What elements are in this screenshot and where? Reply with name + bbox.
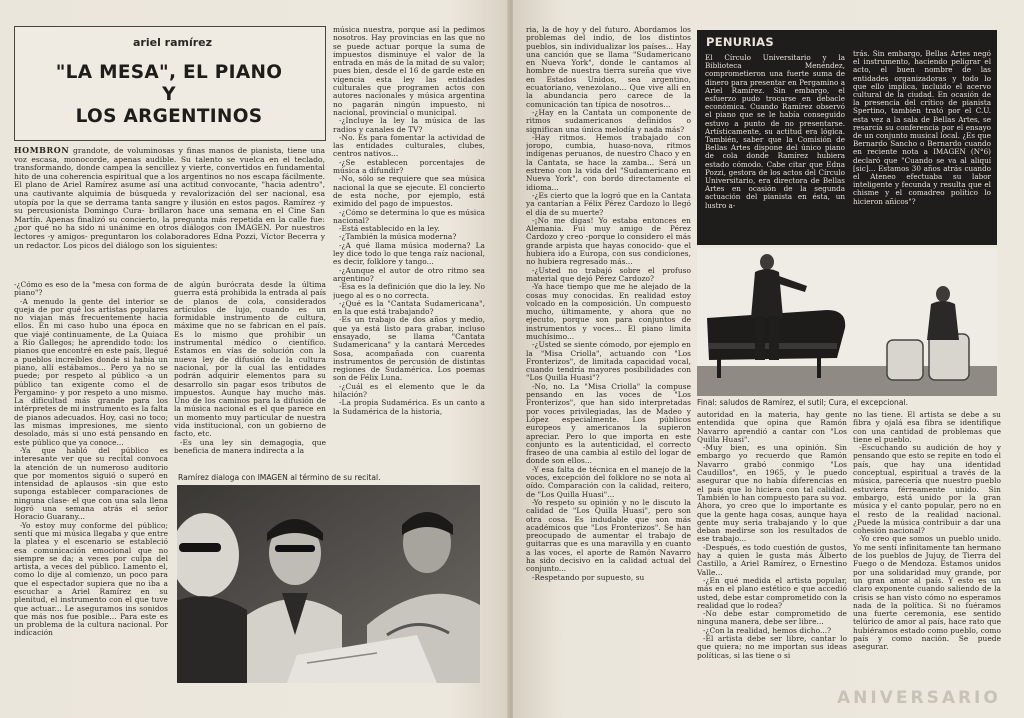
column-c-para: -¿Qué es la "Cantata Sudamericana", en la que está trabajando? <box>333 298 485 317</box>
column-d <box>526 26 691 688</box>
column-d-para: -Ya hace tiempo que me he alejado de la cosas muy conocidas. En realidad estoy volcado en la composición. Un compuesto mucho, últimamente, y ahora que no ejecuto, porque son para conjuntos de instrumentos y voces... El piano limita muchísimo... <box>526 282 691 341</box>
column-c-para: -Esa es la definición que dio la ley. No juego al es o no correcta. <box>333 282 485 300</box>
column-d-para: -¡No me digas! Yo estaba entonces en Alemania. Fui muy amigo de Pérez Cardozo y creo -porque lo considero el más grande arpista que hayas conocido- que el hubiera ido a Europa, con sus condiciones, no hubiera regresado más... <box>526 215 691 267</box>
penurias-box <box>697 30 997 245</box>
column-d-para: -Y esa falta de técnica en el manejo de la voces, excepción del folklore no se nota al oído. Comparación con la calidad, reitero, de "Los Quilla Huasi"... <box>526 464 691 499</box>
column-e-para: -El artista debe ser libre, cantar lo que quiera; no me importan sus ideas políticas, si las tiene o si <box>697 634 847 660</box>
column-f-para: -Escuchando su audición de hoy y pensando que esto se repite en todo el país, que hay una identidad conceptual, espiritual a través de la música, parecería que nuestro pueblo estuviera férreamente unido. Sin embargo, está unido por la gran música y el canto popular, pero no en el resto de la realidad nacional. ¿Puede la música contribuir a dar una cohesión nacional? <box>853 443 1001 536</box>
lead-paragraph <box>14 146 325 250</box>
column-c-para: -¿A qué llama música moderna? La ley dice todo lo que tenga raíz nacional, es decir, folklore y tango... <box>333 240 485 267</box>
column-e-para: autoridad en la materia, hay gente entendida que opina que Ramón Navarro aprendió a cantar con "Los Quilla Huasi". <box>697 411 847 444</box>
column-f <box>853 411 1001 691</box>
column-e-para: -Después, es todo cuestión de gustos, hay a quien le gusta más Alberto Castillo, a Ariel Ramírez, o Ernestino Valle... <box>697 542 847 577</box>
column-e-para: -No debe estar comprometido de ninguna manera, debe ser libre... <box>697 609 847 627</box>
column-d-para: -No, no. La "Misa Criolla" la compuse pensando en las voces de "Los Fronterizos", que han sido interpretadas por voces privilegiadas, las de Madeo y López especialmente. Los públicos europeos y americanos la supieron apreciar. Pero lo que importa en este conjunto es la autenticidad, el correcto fraseo de una cambia al estilo del logar de donde son ellos... <box>526 381 691 466</box>
column-e <box>697 411 847 691</box>
headline <box>33 62 305 128</box>
column-d-para: -¿Es cierto que la logró que en la Cantata ya cantarían a Félix Pérez Cardozo lo llegó el día de su muerte? <box>526 190 691 217</box>
left-page <box>0 0 509 718</box>
column-c-para: -¿También la música moderna? <box>339 232 457 242</box>
stage-photo <box>697 248 997 396</box>
column-b <box>174 281 326 467</box>
column-c <box>333 26 485 468</box>
photo-left-caption: Ramírez dialoga con IMAGEN al término de su recital. <box>178 473 381 482</box>
column-c-para: -¿Se establecen porcentajes de música a difundir? <box>333 157 485 176</box>
watermark-text: ANIVERSARIO <box>837 688 1001 708</box>
column-a-para: -A menudo la gente del interior se queja de por qué los artistas populares no viajan más frecuentemente hacia ellos. En mi caso hubo una época en que viajé continuamente, de La Quiaca a Río Gallegos; he aprendido todo: los pianos que encontré en este país, llegué a pueblos increíbles donde si había un piano, allí estábamos... Pero ya no se puede; por respeto al público -a un público tan exigente como el de Pergamino- y por respeto a uno mismo. La dificultad más grande para los intérpretes de mi instrumento es la falta de pianos adecuados. Hoy, casi no toco; las mismas impresiones, me siento desolado, más si uno está pensando en este público que ya conoce... <box>14 296 168 447</box>
column-c-para: -¿Aunque el autor de otro ritmo sea argentino? <box>333 265 485 283</box>
column-d-para: -¿Usted no trabajó sobre el profuso material que dejó Pérez Cardozo? <box>526 265 691 283</box>
column-d-para: -Respetando por supuesto, su <box>532 572 645 582</box>
lead-first-word: HOMBRON <box>14 145 70 155</box>
column-b-para: de algún burócrata desde la última guerra está prohibida la entrada al país de planos de cola, considerados artículos de lujo, cuando es un formidable instrumento de cultura, máxime que no se fabrican en el país. Es lo mismo que prohibir un instrumental médico o científico. Estamos en vías de solución con la nueva ley de difusión de la cultura nacional, por la cual las entidades podrán adquirir elementos para su desarrollo sin pagar esos tributos de impuestos. Aunque hay mucho más. Uno de los caminos para la difusión de la música nacional es el que parece en un momento muy particular de nuestra vida institucional, con un gobierno de facto, etc. <box>174 281 326 439</box>
column-a <box>14 281 168 691</box>
penurias-column-2: trás. Sin embargo, Bellas Artes negó el instrumento, haciendo peligrar el acto, el buen nombre de las entidades organizadoras y todo lo que ello implica, incluido el acervo cultural de la ciudad. En ocasión de la presencia del crítico de pianista Spertino, también trató por el C.U. esta vez a la sala de Bellas Artes, se resarcía su conferencia por el ensayo de un conjunto musical local. ¿Es que Bernardo Sancho o Bernardo cuando en reciente nota a IMAGEN (N°6) declaró que "Cuando se va al aliquí [sic]... Estamos 30 años atrás cuando el Ateneo efectuaba su labor inteligente y fecunda y resulta que el chisme y el comadreo político lo hicieron añicos"? <box>853 50 991 206</box>
title-box <box>14 26 326 141</box>
interview-photo <box>177 485 480 683</box>
penurias-column-1: El Círculo Universitario y la Biblioteca Menéndez, comprometieron una fuerte suma de dinero para presentar en Pergamino a Ariel Ramírez. Sin embargo, el esfuerzo pudo trocarse en debacle económica. Cuando Ramírez observó el piano que se le había conseguido estuvo a punto de no presentarse. Artísticamente, su actitud era lógica. También, saber que la Comisión de Bellas Artes dispone del único piano de cola donde Ramírez hubiera estado cómodo. Cabe citar que Edna Pozzi, gestora de los actos del Círculo Universitario, era directora de Bellas Artes en ocasión de la segunda actuación del pianista en ésta, un lustro a- <box>705 54 845 210</box>
column-c-para: -Está establecido en la ley. <box>339 224 440 234</box>
column-c-para: -No, sólo se requiere que sea música nacional la que se ejecute. El concierto de esta noche, por ejemplo, está eximido del pago de impuestos. <box>333 174 485 209</box>
column-c-para: -La propia Sudamérica. Es un canto a la Sudamérica de la historia, <box>333 398 485 416</box>
column-e-para: -¿Con la realidad, hemos dicho...? <box>703 625 832 635</box>
column-e-para: -Muy bien, es una opinión. Sin embargo yo recuerdo que Ramón Navarro grabó conmigo "Los Caudillos", en 1965, y le puedo asegurar que no había diferencias en el país que lo hiciera con tal calidad. También lo han compuesto para su voz. Ahora, yo creo que lo importante es que la gente haga cosas, aunque haya gente muy seria trabajando y lo que deban medirse son los resultados de ese trabajo... <box>697 443 847 544</box>
column-d-para: -Hay ritmos. Hemos trabajado con joropo, cumbia, huaso-nova, ritmos indígenas peruanos, de nuestro Chaco y en la Cantata, se hace la zamba... Será un estreno con la vida del "Sudamericano en Nueva York", con bordo directamente el idioma... <box>526 132 691 192</box>
column-f-para: -Yo creo que somos un pueblo unido. Yo me sentí infinitamente tan hermano de los pueblos de Jujuy, de Tierra del Fuego o de Mendoza. Estamos unidos por una solidaridad muy grande, por un gran amor al país. Y esto es un claro exponente cuando saliendo de la crisis se han visto cómo no esperamos nada de la política. Si no fuéramos una fuerte ceremonia, ese sentido telúrico de amor al país, hace rato que hubiéramos estado como pueblo, como país y como nación. Se puede asegurar. <box>853 534 1001 652</box>
column-c-para: -No. Es para fomentar la actividad de las entidades culturales, clubes, centros nativos... <box>333 132 485 159</box>
headline-line-2: Y <box>162 84 176 105</box>
photo-right-caption: Final: saludos de Ramírez, el sutil; Cura, el excepcional. <box>697 398 908 407</box>
column-a-para: -¿Cómo es eso de la "mesa con forma de piano"? <box>14 281 168 298</box>
column-d-para: ria, la de hoy y del futuro. Abordamos los problemas del indio, de los distintos pueblos, sin individualizar los países... Hay una canción que se llama "Sudamericano en Nueva York", donde le cantamos al hombre de nuestra tierra sureña que vive en Estados Unidos, sea argentino, ecuatoriano, venezolano... Que vive allí en la abundancia pero carece de la comunicación tan típica de nosotros... <box>526 26 691 109</box>
column-d-para: -¿Usted se siente cómodo, por ejemplo en la "Misa Criolla", actuando con "Los Fronterizos", de limitada capacidad vocal, cuando tendría mayores posibilidades con "Los Quilla Huasi"? <box>526 340 691 383</box>
author-name: ariel ramírez <box>133 36 213 49</box>
lead-text: grandote, de voluminosas y finas manos de pianista, tiene una voz escasa, monocorde, apenas audible. Su talento se vuelca en el teclado, transformando, donde campea la sencillez y vierte, convertidos en fundamental hito de una coherencia espiritual que a los argentinos no nos escapa fácilmente. El plano de Ariel Ramírez asume así una actitud convocante, "hacia adentro", una cautivante alquimia de búsqueda y revalorización del ser nacional, esa utopía por la que se derrama tanta sangre y ilusión en estos pagos. Ramírez -y su percusionista Domingo Cura- brillaron hace una semana en el Cine San Martín. Apenas finalizó su concierto, la pregunta más repetida en la calle fue: ¿por qué no ha sido ni unánime en otros diálogos con IMAGEN. Por nuestros lectores -y amigos- preguntaron los colaboradores Edna Pozzi, Víctor Becerra y un redactor. Los picos del diálogo son los siguientes: <box>14 146 325 250</box>
column-b-para: -Es una ley sin demagogia, que beneficia de manera indirecta a la <box>174 437 326 455</box>
column-c-para: -¿Incluye la ley la música de las radios y canales de TV? <box>333 116 485 134</box>
column-c-para: -Es un trabajo de dos años y medio, que ya está listo para grabar, incluso ensayado, se llama "Cantata Sudamericana" y la cantará Mercedes Sosa, acompañada con cuarenta instrumentos de percusión de distintas regiones de Sudamérica. Los poemas son de Félix Luna. <box>333 315 485 383</box>
column-e-para: -¿En qué medida el artista popular, más en el plano estético e que accedió usted, debe estar comprometido con la realidad que lo rodea? <box>697 575 847 610</box>
column-c-para: -¿Cuál es el elemento que le da hilación? <box>333 381 485 400</box>
interview-photo-image <box>177 485 480 683</box>
column-d-para: -Yo respeto su opinión y no le discuto la calidad de "Los Quilla Huasi", pero son otra cosa. Es indudable que son más académicos que "Los Fronterizos". Se han preocupado de aumentar el trabajo de guitarras que es una maravilla y en cuanto a las voces, el aporte de Ramón Navarro ha sido decisivo en la calidad actual del conjunto... <box>526 497 691 574</box>
column-a-para: -Yo estoy muy conforme del público; sentí que mi música llegaba y que entre la platea y el escenario se estableció esa comunicación emocional que no siempre se da; a veces por culpa del artista, a veces del público. Lamento el, como lo dije al comienzo, un poco para que el espectador supiera que no iba a escuchar a Ariel Ramírez en su plenitud, el instrumento con el que tuve que actuar... Le aseguramos ins sonidos que más nos fue posible... Para este es un problema de la cultura nacional. Por indicación <box>14 520 168 638</box>
headline-line-1: "LA MESA", EL PIANO <box>55 62 283 83</box>
column-a-para: -Ya que habló del público es interesante ver que su recital convoca la atención de un numeroso auditorio que por momentos siguió o superó en intensidad de aplausos -sin que esto suponga establecer comparaciones de ninguna clase- el que con una sala llena logró una semana atrás el señor Horacio Guarany... <box>14 445 168 522</box>
penurias-title: PENURIAS <box>706 35 774 49</box>
column-c-para: música nuestra, porque así la pedimos nosotros. Hay provincias en las que no se puede actuar porque la suma de impuestos disminuye el valor de la entrada en más de la mitad de su valor; pues bien, desde el 16 de garde este en vigencia esta ley las entidades culturales que programen actos con autores nacionales y música argentina no pagarán ningún impuesto, ni nacional, provincial o municipal. <box>333 26 485 117</box>
headline-line-3: LOS ARGENTINOS <box>75 106 263 127</box>
column-d-para: -¿Hay en la Cantata un componente de ritmos sudamericanos definidos o significan una única melodía y nada más? <box>526 107 691 134</box>
stage-photo-image <box>697 248 997 396</box>
column-f-para: no las tiene. El artista se debe a su fibra y ojalá esa fibra se identifique con una cantidad de problemas que tiene el pueblo. <box>853 411 1001 444</box>
column-c-para: -¿Cómo se determina lo que es música nacional? <box>333 207 485 225</box>
